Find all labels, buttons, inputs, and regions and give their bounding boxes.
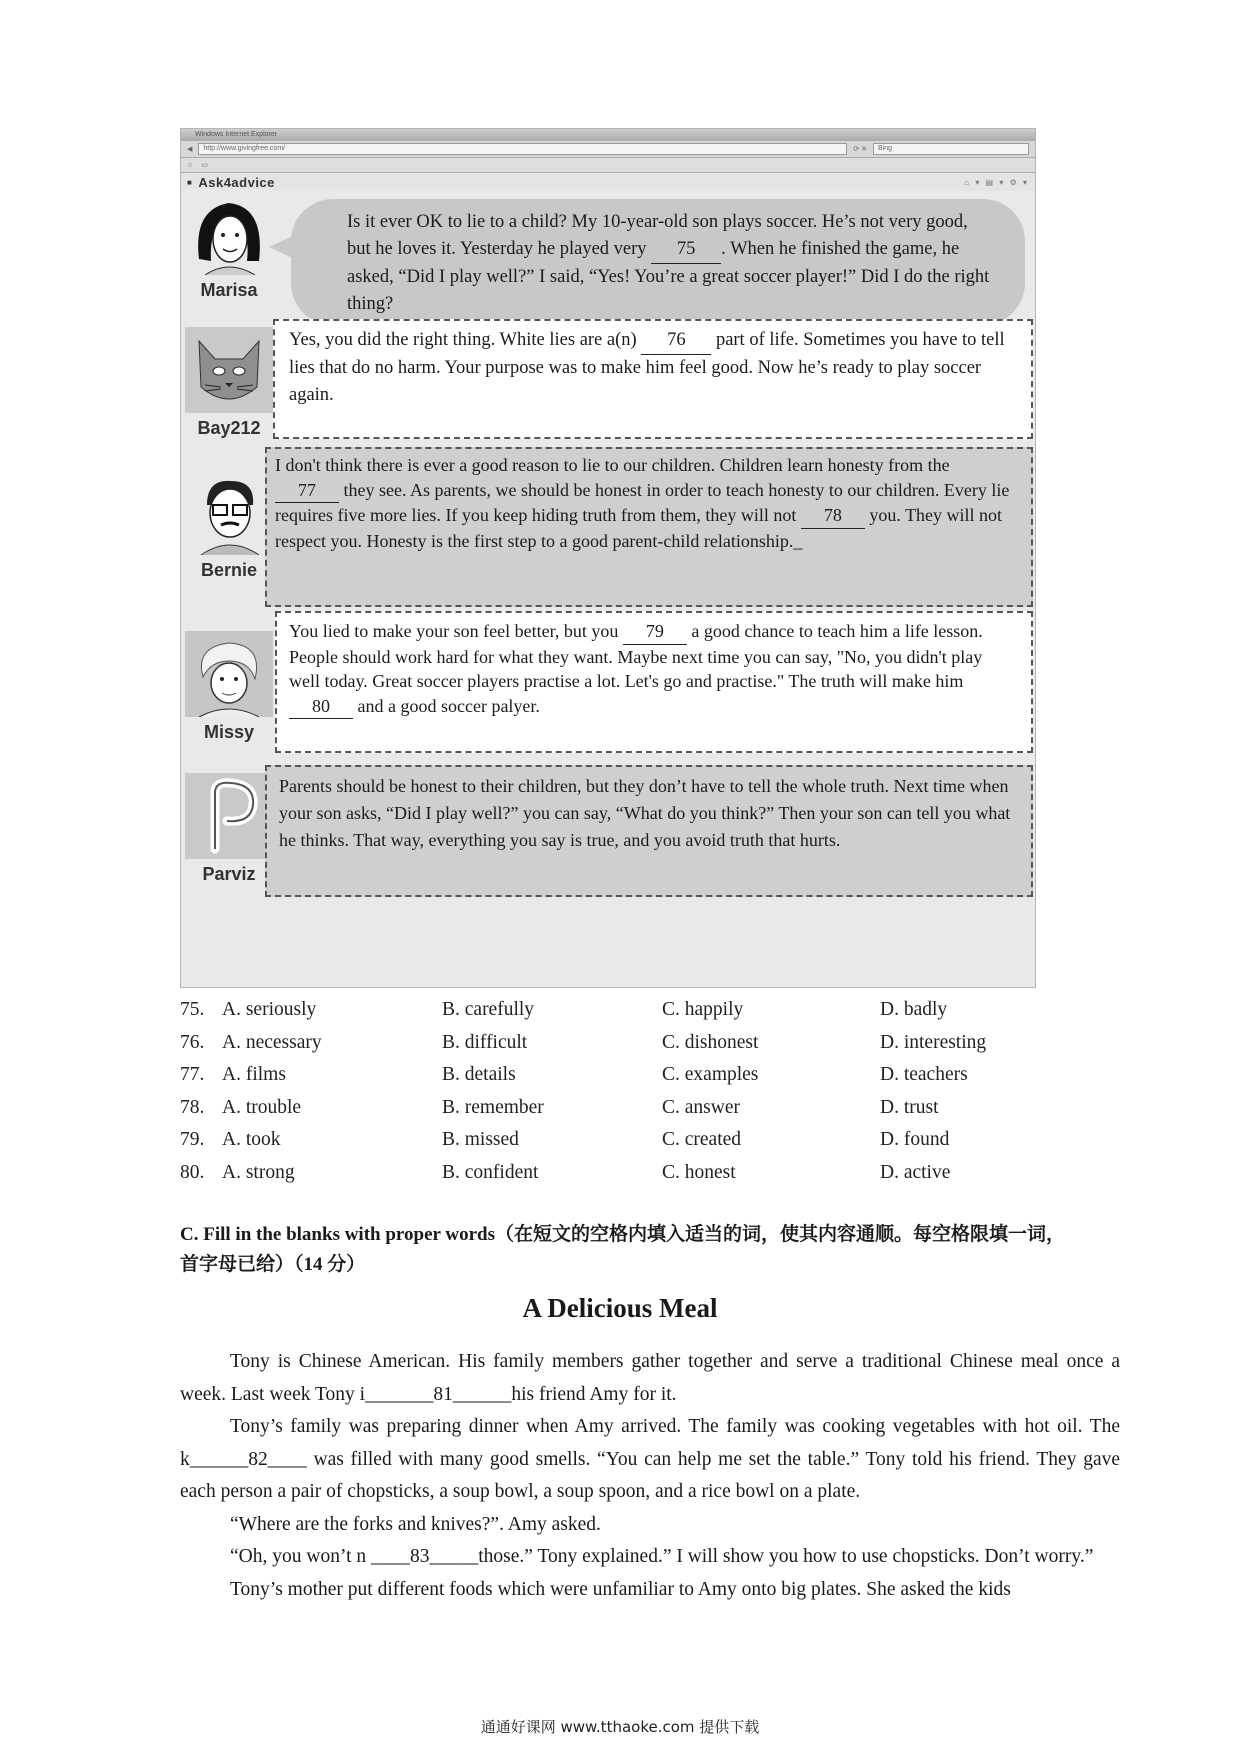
post-text-part: part of life. Sometimes you have to tell lies that do no harm. Your purpose was to make him feel good. Now he’s ready to play soccer again. xyxy=(289,330,1005,405)
option-b: B. confident xyxy=(442,1161,539,1183)
tab-icon: ▭ xyxy=(201,162,208,169)
post-text-part: I don't think there is ever a good reason to lie to our children. Children learn honesty from the xyxy=(275,455,950,475)
blank-78: 78 xyxy=(801,503,865,529)
option-row xyxy=(180,1064,1060,1097)
story-paragraph: “Oh, you won’t n ____83_____those.” Tony explained.” I will show you how to use chopsticks. Don’t worry.” xyxy=(230,1546,1094,1567)
question-number: 75. xyxy=(180,999,205,1020)
option-row xyxy=(180,1097,1060,1130)
browser-address-bar xyxy=(181,141,1035,158)
option-a: A. films xyxy=(222,1064,286,1085)
question-number: 80. xyxy=(180,1161,205,1183)
option-b: B. missed xyxy=(442,1129,519,1150)
blank-80: 80 xyxy=(289,694,353,720)
option-c: C. happily xyxy=(662,999,744,1020)
option-a: A. necessary xyxy=(222,1031,322,1053)
option-a: A. strong xyxy=(222,1161,295,1183)
back-icon: ◀ xyxy=(187,146,193,153)
question-number: 77. xyxy=(180,1064,205,1085)
poster-name: Parviz xyxy=(202,864,256,884)
option-c: C. dishonest xyxy=(662,1031,759,1053)
toolbar-icons: ⌂ ▾ ▤ ▾ ⚙ ▾ xyxy=(964,177,1029,187)
post-text-part: they see. As parents, we should be honest in order to teach honesty to our children. Every lie requires five more lies. If you keep hiding truth from them, they will not xyxy=(275,479,1010,525)
post-text: Parents should be honest to their children, but they don’t have to tell the whole truth. Next time when your son asks, “Did I play well?” you can say, “What do you think?” Then your son can tell you what he thinks. That way, everything you say is true, and you avoid truth that hurts. xyxy=(265,765,1033,897)
option-d: D. active xyxy=(880,1161,951,1183)
question-number: 79. xyxy=(180,1129,205,1150)
letter-p-logo-icon xyxy=(185,773,273,859)
post-text xyxy=(275,611,1033,753)
option-d: D. found xyxy=(880,1129,950,1150)
avatar-marisa xyxy=(183,189,275,301)
poster-name: Marisa xyxy=(200,280,258,300)
story-paragraph: Tony’s mother put different foods which were unfamiliar to Amy onto big plates. She asked the kids xyxy=(230,1578,1011,1600)
option-b: B. remember xyxy=(442,1096,544,1118)
post-marisa xyxy=(181,189,1035,335)
option-b: B. details xyxy=(442,1064,516,1085)
cat-face-icon xyxy=(185,327,273,413)
address-field: http://www.givingfree.com/ xyxy=(198,143,847,155)
post-text xyxy=(291,199,1025,325)
old-woman-icon xyxy=(185,631,273,717)
option-c: C. answer xyxy=(662,1096,740,1118)
option-b: B. difficult xyxy=(442,1031,528,1053)
post-text-part: a good chance to teach him a life lesson. People should work hard for what they want. Maybe next time you can say, "No, you didn't play well today. Great soccer players practise a lot. Let's go and practise." The truth will make him xyxy=(289,621,983,691)
section-c-heading: C. Fill in the blanks with proper words（在短文的空格内填入适当的词，使其内容通顺。每空格限填一词，首字母已给）（14 分） xyxy=(180,1224,1065,1275)
option-row xyxy=(180,1162,1060,1195)
option-d: D. trust xyxy=(880,1096,939,1118)
avatar-bay212 xyxy=(183,327,275,439)
option-row xyxy=(180,1129,1060,1162)
browser-titlebar: Windows Internet Explorer xyxy=(181,129,1035,141)
avatar-missy xyxy=(183,631,275,743)
blank-76: 76 xyxy=(641,327,711,355)
question-number: 78. xyxy=(180,1096,205,1118)
man-glasses-icon xyxy=(185,469,273,555)
forum-screenshot xyxy=(180,128,1036,988)
question-number: 76. xyxy=(180,1031,205,1053)
woman-face-icon xyxy=(185,189,273,275)
option-a: A. seriously xyxy=(222,999,317,1020)
post-bernie xyxy=(181,447,1035,615)
blank-79: 79 xyxy=(623,619,687,645)
poster-name: Bay212 xyxy=(197,418,261,438)
post-text-part: Yes, you did the right thing. White lies are a(n) xyxy=(289,330,642,350)
answer-options xyxy=(180,999,1060,1194)
avatar-parviz xyxy=(183,773,275,885)
poster-name: Bernie xyxy=(200,560,258,580)
post-parviz xyxy=(181,765,1035,905)
post-text-part: you. They will not respect you. Honesty is the first step to a good parent-child relationship._ xyxy=(275,505,1003,551)
post-bay212 xyxy=(181,319,1035,444)
story-paragraph: Tony is Chinese American. His family members gather together and serve a traditional Chinese meal once a week. Last week Tony i_______81______his friend Amy for it. xyxy=(180,1351,1120,1405)
option-a: A. trouble xyxy=(222,1096,302,1118)
refresh-icon: ⟳ ✕ xyxy=(853,146,867,153)
star-icon: ☆ xyxy=(187,162,194,169)
option-c: C. examples xyxy=(662,1064,759,1085)
poster-name: Missy xyxy=(203,722,255,742)
option-row xyxy=(180,1032,1060,1065)
option-d: D. badly xyxy=(880,999,948,1020)
option-c: C. created xyxy=(662,1129,742,1150)
avatar-bernie xyxy=(183,469,275,581)
option-b: B. carefully xyxy=(442,999,535,1020)
story-body xyxy=(180,1346,1120,1606)
page-footer: 通通好课网 www.tthaoke.com 提供下载 xyxy=(480,1718,760,1736)
post-text-part: You lied to make your son feel better, but you xyxy=(289,621,623,641)
post-text xyxy=(265,447,1033,607)
option-d: D. teachers xyxy=(880,1064,968,1085)
post-text-part: and a good soccer palyer. xyxy=(353,695,540,716)
option-a: A. took xyxy=(222,1129,281,1150)
option-row xyxy=(180,999,1060,1032)
story-paragraph: “Where are the forks and knives?”. Amy asked. xyxy=(230,1513,601,1535)
browser-favorites-bar xyxy=(181,158,1035,173)
story-title: A Delicious Meal xyxy=(522,1293,718,1323)
option-c: C. honest xyxy=(662,1161,736,1183)
option-d: D. interesting xyxy=(880,1031,987,1053)
site-name: Ask4advice xyxy=(198,174,275,190)
post-text xyxy=(273,319,1033,439)
search-field: Bing xyxy=(873,143,1029,155)
site-logo-icon: ■ xyxy=(187,177,193,187)
post-text-part: . When he finished the game, he asked, “Did I play well?” I said, “Yes! You’re a great soccer player!” Did I do the right thing? xyxy=(347,239,990,314)
blank-77: 77 xyxy=(275,478,339,504)
story-paragraph: Tony’s family was preparing dinner when Amy arrived. The family was cooking vegetables with hot oil. The k______82____ was filled with many good smells. “You can help me set the table.” Tony told his friend. They gave each person a pair of chopsticks, a soup bowl, a soup spoon, and a rice bowl on a plate. xyxy=(180,1416,1120,1502)
blank-75: 75 xyxy=(651,236,721,264)
post-missy xyxy=(181,611,1035,759)
post-text-part: Is it ever OK to lie to a child? My 10-year-old son plays soccer. He’s not very good, but he loves it. Yesterday he played very xyxy=(347,212,968,259)
